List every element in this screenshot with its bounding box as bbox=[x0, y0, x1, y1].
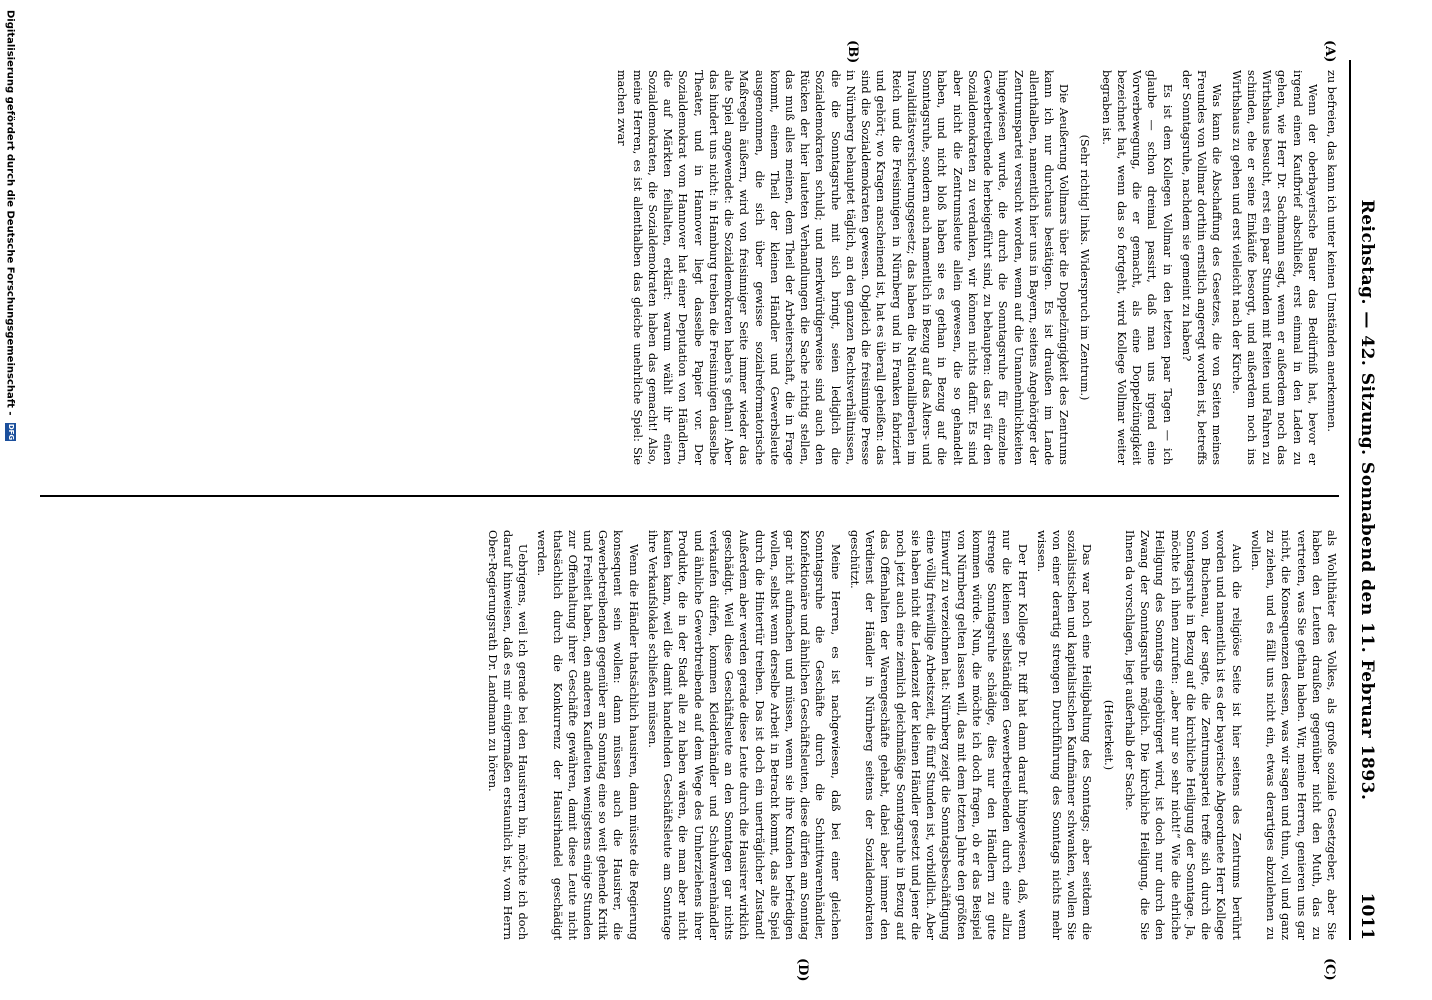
paragraph: Auch die religiöse Seite ist hier seitens des Zentrums berührt worden und namentlich ist es der bayerische Abgeordnete Herr Kollege von Buchenau, der sagte, die Zentrumspartei treffe sich durch die Sonntagsruhe in Bezug auf die kirchliche Heiligung der Sonntage. Ja, möchte ich ihnen zurufen: „aber nur so sehr nicht!“ Wie die ehrliche Heiligung des Sonntags eingebürgert wird, ist doch nur durch den Zwang der Sonntagsruhe möglich. Die kirchliche Heiligung, die Sie Ihnen da vorschlagen, liegt außerhalb der Sache. bbox=[1122, 530, 1243, 940]
paragraph: zu befreien, das kann ich unter keinen Umständen anerkennen. bbox=[1325, 70, 1338, 432]
running-title: Reichstag. — 42. Sitzung. Sonnabend den 11. Februar 1893. bbox=[1357, 199, 1377, 801]
paragraph: Uebrigens, weil ich gerade bei den Hausirern bin, möchte ich doch darauf hinweisen, daß es mir einigermaßen erstaunlich ist, vom Herrn Ober-Regierungsrath Dr. Landmann zu hören. bbox=[485, 530, 530, 940]
paragraph: Wenn der oberbayerische Bauer das Bedürfniß hat, bevor er irgend einen Kaufbrief abschließt, erst einmal in den Laden zu gehen, wie Herr Dr. Sachmann sagt, wenn er außerdem noch das Wirthshaus besucht, erst ein paar Stunden mit Reiten und Fahren zu schinden, ehe er seine Einkäufe besorgt, und außerdem noch ins Wirthshaus zu gehen und erst vielleicht nach der Kirche. bbox=[1229, 70, 1319, 465]
margin-marker-c: (C) bbox=[1322, 958, 1337, 981]
page-number: 1011 bbox=[1357, 892, 1377, 940]
paragraph: Meine Herren, es ist nachgewiesen, daß bei einer gleichen Sonntagsruhe die Geschäfte durch die Schnittwarenhändler, Konfektionäre und ähnlichen Geschäftsleuten, diese dürfen am Sonntag gar nicht aufmachen und müssen, wenn sie ihre Kunden befriedigen wollen, selbst wenn derselbe Arbeit in Betracht kommt, das alte Spiel durch die Hintertür treiben. Das ist doch ein unerträglicher Zustand! Außerdem aber werden gerade diese Leute durch die Hausirer wirklich geschädigt. Weil diese Geschäftsleute an den Sonntagen gar nichts verkaufen dürfen, kommen Kleiderhändler und Schuhwarenhändler und ähnliche Gewerbtreibende auf dem Wege des Umherziehens ihrer Produkte, die in der Stadt alle zu haben wären, die man aber nicht kaufen kann, weil die damit handelnden Geschäftsleute am Sonntage ihre Verkaufslokale schließen müssen. bbox=[645, 530, 842, 940]
paragraph: Es ist dem Kollegen Vollmar in den letzten paar Tagen — ich glaube — schon dreimal passirt, daß man uns irgend eine Vorverbewegung, die er gemacht, als eine Doppelzüngigkeit bezeichnet hat, wenn das so fortgeht, wird Kollege Vollmar weiter begraben ist. bbox=[1099, 70, 1174, 465]
dfg-logo: DFG bbox=[7, 423, 15, 441]
paragraph: als Wohlthäter des Volkes, als große soziale Gesetzgeber, aber Sie haben den Leuten draußen gegenüber nicht den Muth, das zu vertreten, was Sie gethan haben. Wir, meine Herren, genieren uns gar nicht, die Konsequenzen dessen, was wir sagen und thun, voll und ganz zu ziehen, und es fällt uns nicht ein, etwas derartiges abzulehnen zu wollen. bbox=[1248, 530, 1338, 940]
paragraph: Der Herr Kollege Dr. Riff hat dann darauf hingewiesen, daß, wenn nur die kleinen selbständigen Gewerbetreibenden durch eine allzu strenge Sonntagsruhe schädige, dies nur den Händlern zu gute kommen würde. Nun, die möchte ich doch fragen, ob er das Beispiel von Nürnberg gelten lassen will, das mit dem letzten Jahre den größten Einwurf zu verzeichnen hat: Nürnberg zeigt die Sonntagsbeschäftigung eine völlig freiwillige Arbeitszeit, die fünf Stunden ist, vorbildlich. Aber sie haben nicht die Ladenzeit der kleinen Händler gesetzt und jener die noch jetzt auch eine ziemlich gleichmäßige Sonntagsruhe in Bezug auf das Offenhalten der Warengeschäfte gehabt, dabei aber immer den Verdienst der Händler in Nürnberg seitens der Sozialdemokraten geschützt. bbox=[847, 530, 1029, 940]
paragraph: Wenn die Händler thatsächlich hausiren, dann müsste die Regierung konsequent sein wollen: dann müssen auch die Hausirer, die Gewerbetreibenden gegenüber am Sonntag eine so weit gehende Kritik und Freiheit haben, den anderen Kaufleuten wenigstens einige Stunden zur Offenhaltung ihrer Geschäfte gewähren, damit diese Leute nicht thatsächlich durch die Konkurrenz der Hausirhandel geschädigt werden. bbox=[535, 530, 640, 940]
margin-marker-d: (D) bbox=[795, 958, 810, 982]
text-column-left bbox=[40, 70, 1339, 465]
paragraph: Das war noch eine Heiligbaltung des Sonntags; aber seitdem die sozialistischen und kapitalistischen Kaufmänner schwanken, wollen Sie von einer derartig strengen Durchführung des Sonntags nichts mehr wissen. bbox=[1034, 530, 1094, 940]
column-divider bbox=[40, 495, 1339, 497]
margin-marker-b: (B) bbox=[845, 40, 860, 64]
interjection: (Heiterkeit.) bbox=[1101, 699, 1115, 771]
footer-text: Digitalisierung gefördert durch die Deutsche Forschungsgemeinschaft - bbox=[4, 10, 16, 416]
interjection: (Sehr richtig! links. Widerspruch im Zentrum.) bbox=[1078, 134, 1092, 401]
page-header bbox=[1349, 60, 1381, 940]
digitization-footer bbox=[0, 0, 16, 1000]
text-column-right bbox=[40, 530, 1339, 940]
paragraph: Die Aeußerung Vollmars über die Doppelzüngigkeit des Zentrums kann ich nur durchaus bestätigen. Es ist draußen im Lande allenthalben, namentlich hier uns in Bayern, seitens Angehöriger der Zentrumspartei versucht worden, wenn auf die Unannehmlichkeiten hingewiesen wurde, die durch die Sonntagsruhe für einzelne Gewerbetreibende herbeigeführt sind, zu behaupten: das sei für den Sozialdemokraten zu verdanken, wir können nichts dafür. Es sind aber nicht die Zentrumsleute allein gewesen, die so gehandelt haben, und nicht bloß haben sie es gethan in Bezug auf die Sonntagsruhe, sondern auch namentlich in Bezug auf das Alters- und Invaliditätsversicherungsgesetz; das haben die Nationalliberalen im Reich und die Freisinnigen in Nürnberg und in Franken fabriziert und gehört; wo Kragen anscheinend ist, hat es überall geheißen: das sind die Sozialdemokraten gewesen. Obgleich die freisinnige Presse in Nürnberg behauptet täglich, an den ganzen Rechtsverhältnissen, die die Sonntagsruhe mit sich bringt, seien lediglich die Sozialdemokraten schuld; und merkwürdigerweise sind auch den Rücken der hier lauteten Verhandlungen die Sache richtig stellen, das muß alles meinen, dem Theil der Arbeiterschaft, die in Frage kommt, einem Theil der kleinen Händler und Gewerbsleute ausgenommen, die sich über gewisse sozialreformatorische Maßregeln äußern, wird von freisinniger Seite immer wieder das alte Spiel angewendet: die Sozialdemokraten haben's gethan! Aber das hindert uns nicht: in Hamburg treiben die Freisinnigen dasselbe Theater, und in Hannover liegt dasselbe Papier vor. Der Sozialdemokrat vom Hannover hat einer Deputation von Händlern, die auf Märkten feilhalten, erklärt: warum wählt ihr einen Sozialdemokraten, die Sozialdemokraten haben das gemacht! Also, meine Herren, es ist allenthalben das gleiche unehrliche Spiel: Sie machen zwar bbox=[615, 70, 1071, 465]
margin-marker-a: (A) bbox=[1322, 40, 1337, 63]
paragraph: Was kann die Abschaffung des Gesetzes, die von Seiten meines Freundes von Vollmar dorthin ernstlich angeregt worden ist, betreffs der Sonntagsruhe, nachdem sie gemeint zu haben? bbox=[1179, 70, 1224, 465]
